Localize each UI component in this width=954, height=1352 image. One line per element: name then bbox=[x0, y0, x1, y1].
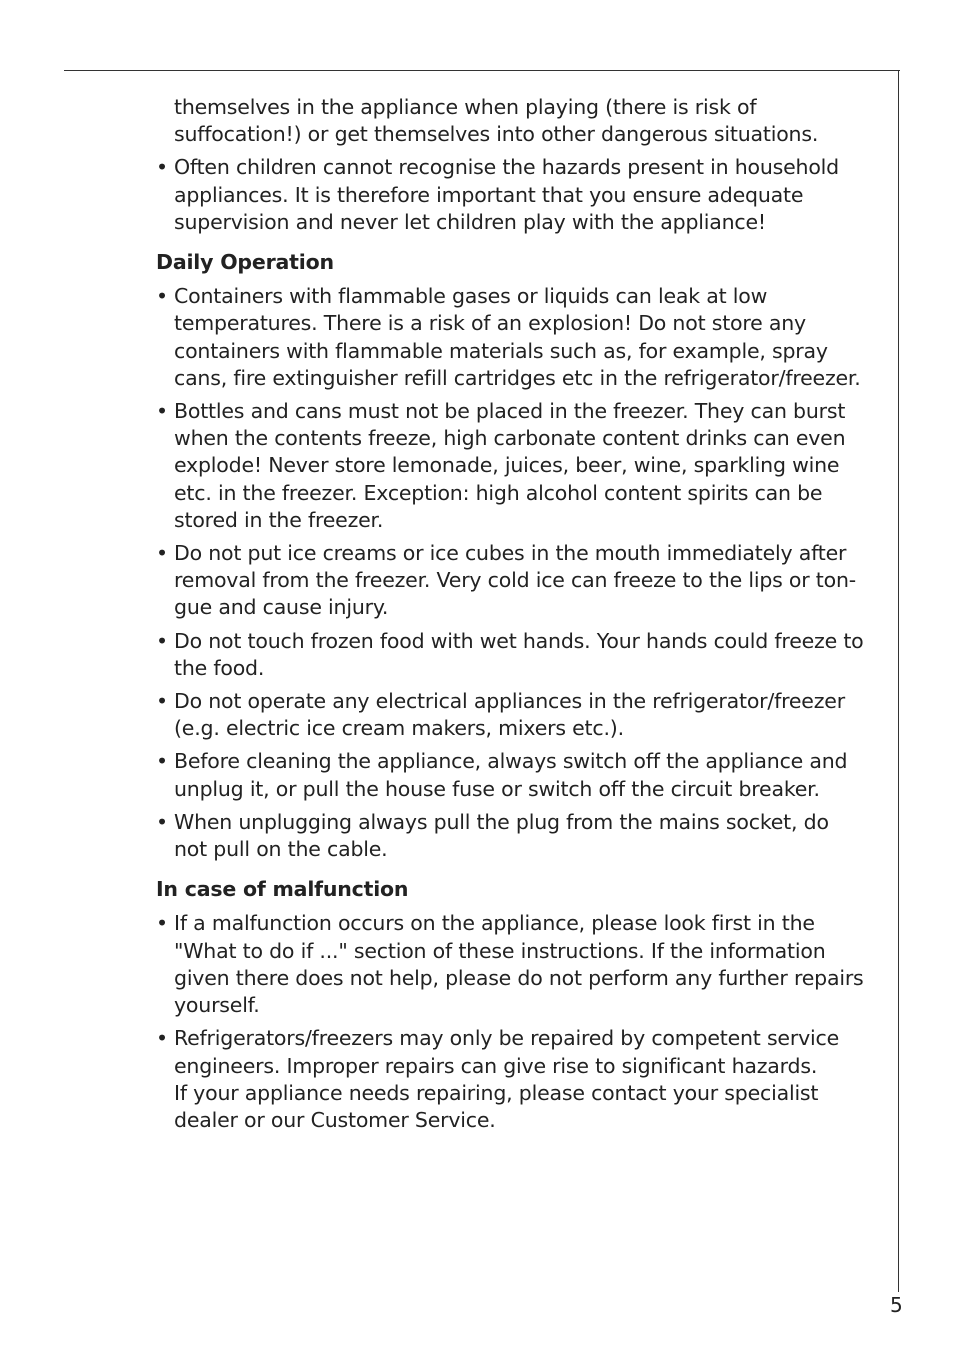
top-rule bbox=[64, 70, 900, 71]
list-item-text: Do not put ice creams or ice cubes in the mouth immediately after removal from the freezer. Very cold ice can freeze to the lips or ton-gue and cause injury. bbox=[174, 541, 856, 620]
section-heading-malfunction: In case of malfunction bbox=[156, 877, 409, 902]
list-item bbox=[156, 910, 868, 1019]
bullet-icon: • bbox=[156, 749, 168, 774]
list-item bbox=[156, 628, 868, 682]
bullet-icon: • bbox=[156, 1026, 168, 1051]
bullet-icon: • bbox=[156, 689, 168, 714]
list-item-text: Bottles and cans must not be placed in the freezer. They can burst when the contents freeze, high carbonate content drinks can even explode! Never store lemonade, juices, beer, wine, sparkling wine etc. in the freezer. Exception: high alcohol content spirits can be stored in the freezer. bbox=[174, 399, 846, 532]
list-item bbox=[156, 809, 868, 863]
section-heading-daily-operation: Daily Operation bbox=[156, 250, 334, 275]
list-item bbox=[156, 283, 868, 392]
list-item bbox=[156, 688, 868, 742]
continued-paragraph: themselves in the appliance when playing (there is risk of suffocation!) or get themselves into other dangerous situations. bbox=[174, 95, 819, 147]
list-item-text: Before cleaning the appliance, always switch off the appliance and unplug it, or pull the house fuse or switch off the circuit breaker. bbox=[174, 749, 848, 801]
right-margin-rule bbox=[898, 70, 899, 1292]
list-item-text: Refrigerators/freezers may only be repaired by competent service engineers. Improper repairs can give rise to significant hazards. bbox=[174, 1026, 839, 1078]
page-number: 5 bbox=[890, 1293, 903, 1317]
bullet-icon: • bbox=[156, 541, 168, 566]
list-item-text: Often children cannot recognise the hazards present in household appliances. It is therefore important that you ensure adequate supervision and never let children play with the appliance! bbox=[174, 155, 839, 234]
page-content bbox=[156, 94, 868, 1140]
list-item-text: Do not operate any electrical appliances in the refrigerator/freezer (e.g. electric ice cream makers, mixers etc.). bbox=[174, 689, 845, 741]
bullet-icon: • bbox=[156, 399, 168, 424]
list-item-text: Containers with flammable gases or liquids can leak at low temperatures. There is a risk of an explosion! Do not store any containers with flammable materials such as, for example, spray cans, fire extinguisher refill cartridges etc in the refrigerator/freezer. bbox=[174, 284, 861, 390]
bullet-icon: • bbox=[156, 628, 168, 653]
bullet-icon: • bbox=[156, 155, 168, 180]
list-item bbox=[156, 154, 868, 236]
list-item bbox=[156, 398, 868, 534]
list-item bbox=[156, 1025, 868, 1134]
bullet-icon: • bbox=[156, 911, 168, 936]
bullet-icon: • bbox=[156, 284, 168, 309]
list-item-text-extra: If your appliance needs repairing, please contact your specialist dealer or our Customer Service. bbox=[174, 1080, 819, 1132]
list-item bbox=[156, 540, 868, 622]
list-item-text: Do not touch frozen food with wet hands. Your hands could freeze to the food. bbox=[174, 628, 864, 680]
bullet-icon: • bbox=[156, 809, 168, 834]
list-item-text: If a malfunction occurs on the appliance, please look first in the "What to do if ..." section of these instructions. If the information given there does not help, please do not perform any further repairs yourself. bbox=[174, 911, 864, 1018]
list-item-text: When unplugging always pull the plug from the mains socket, do not pull on the cable. bbox=[174, 809, 829, 862]
list-item bbox=[156, 748, 868, 802]
